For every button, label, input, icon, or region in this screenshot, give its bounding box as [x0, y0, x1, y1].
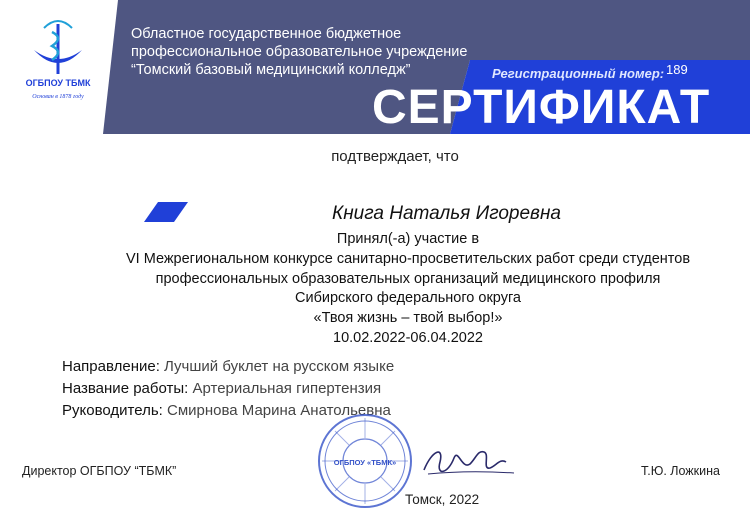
participation-text: Принял(-а) участие в [336, 231, 480, 247]
detail-value: Артериальная гипертензия [192, 380, 382, 397]
college-logo [14, 10, 102, 110]
official-stamp-icon [316, 412, 414, 510]
certificate-header [0, 0, 750, 134]
org-line: “Томский базовый медицинский колледж” [131, 62, 411, 78]
registration-label: Регистрационный номер: [492, 66, 665, 81]
recipient-name: Книга Наталья Игоревна [332, 203, 562, 224]
detail-row-direction [62, 358, 394, 375]
signature-icon [418, 440, 518, 484]
detail-value: Смирнова Марина Анатольевна [166, 402, 391, 419]
svg-text:ОГБПОУ «ТБМК»: ОГБПОУ «ТБМК» [333, 458, 397, 467]
detail-label: Направление: [62, 358, 160, 375]
detail-value: Лучший буклет на русском языке [164, 358, 395, 375]
svg-text:ОГБПОУ ТБМК: ОГБПОУ ТБМК [25, 78, 91, 88]
detail-row-work-title [62, 380, 381, 397]
organization-name [131, 25, 467, 79]
decorative-stripe-icon [144, 202, 188, 222]
certificate-title: СЕРТИФИКАТ [372, 81, 711, 134]
detail-label: Название работы: [62, 380, 189, 397]
contest-motto: «Твоя жизнь – твой выбор!» [313, 310, 503, 326]
confirms-text: подтверждает, что [331, 148, 459, 165]
detail-label: Руководитель: [62, 402, 163, 419]
contest-line: профессиональных образовательных организаций медицинского профиля [155, 271, 661, 287]
director-title: Директор ОГБПОУ “ТБМК” [22, 464, 177, 478]
svg-text:Основан в 1878 году: Основан в 1878 году [32, 94, 84, 100]
signer-name: Т.Ю. Ложкина [641, 464, 720, 478]
org-line: профессиональное образовательное учреждение [131, 44, 468, 60]
contest-dates: 10.02.2022-06.04.2022 [333, 330, 483, 346]
place-year: Томск, 2022 [405, 492, 480, 507]
contest-line: Сибирского федерального округа [295, 290, 521, 306]
registration-number: 189 [666, 62, 688, 77]
org-line: Областное государственное бюджетное [131, 26, 402, 42]
contest-line: VI Межрегиональном конкурсе санитарно-просветительских работ среди студентов [125, 251, 691, 267]
